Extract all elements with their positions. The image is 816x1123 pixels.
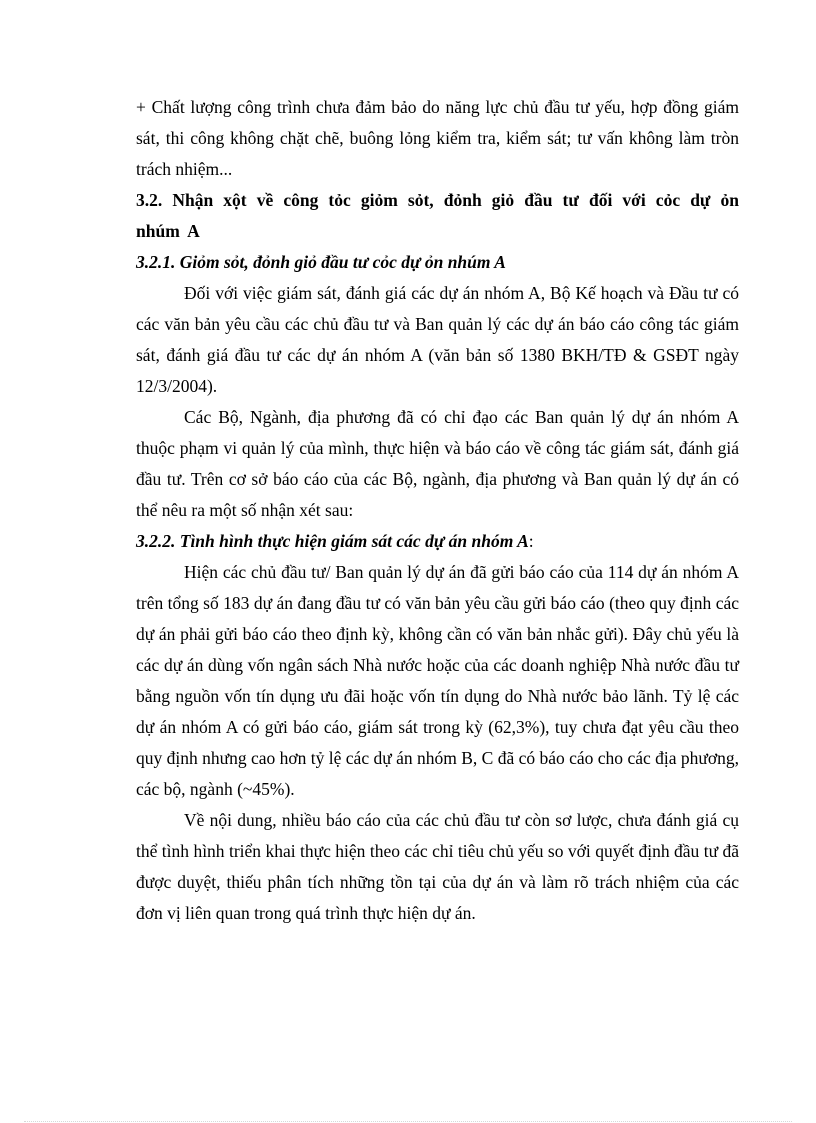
paragraph-report-content: Về nội dung, nhiều báo cáo của các chủ đầu tư còn sơ lược, chưa đánh giá cụ thể tình hình triển khai thực hiện theo các chỉ tiêu chủ yếu so với quyết định đầu tư đã được duyệt, thiếu phân tích những tồn tại của dự án và làm rõ trách nhiệm của các đơn vị liên quan trong quá trình thực hiện dự án. [136,810,739,923]
subsection-heading-3-2-2-text: 3.2.2. Tình hình thực hiện giám sát các dự án nhóm A [136,531,529,551]
section-heading-3-2: 3.2. Nhận xột về công tỏc giỏm sỏt, đỏnh giỏ đầu tư đối với cỏc dự ỏn nhúm A [136,190,739,241]
document-page [136,92,739,929]
paragraph-quality-issues: + Chất lượng công trình chưa đảm bảo do năng lực chủ đầu tư yếu, hợp đồng giám sát, thi công không chặt chẽ, buông lỏng kiểm tra, kiểm sát; tư vấn không làm tròn trách nhiệm... [136,97,739,179]
page-bottom-rule [24,1121,792,1122]
paragraph-ministries-directives: Các Bộ, Ngành, địa phương đã có chỉ đạo các Ban quản lý dự án nhóm A thuộc phạm vi quản lý của mình, thực hiện và báo cáo về công tác giám sát, đánh giá đầu tư. Trên cơ sở báo cáo của các Bộ, ngành, địa phương và Ban quản lý dự án có thể nêu ra một số nhận xét sau: [136,407,739,520]
paragraph-ministry-requirements: Đối với việc giám sát, đánh giá các dự án nhóm A, Bộ Kế hoạch và Đầu tư có các văn bản yêu cầu các chủ đầu tư và Ban quản lý các dự án báo cáo công tác giám sát, đánh giá đầu tư các dự án nhóm A (văn bản số 1380 BKH/TĐ & GSĐT ngày 12/3/2004). [136,283,739,396]
paragraph-report-statistics: Hiện các chủ đầu tư/ Ban quản lý dự án đã gửi báo cáo của 114 dự án nhóm A trên tổng số 183 dự án đang đầu tư có văn bản yêu cầu gửi báo cáo (theo quy định các dự án phải gửi báo cáo theo định kỳ, không cần có văn bản nhắc gửi). Đây chủ yếu là các dự án dùng vốn ngân sách Nhà nước hoặc của các doanh nghiệp Nhà nước đầu tư bằng nguồn vốn tín dụng ưu đãi hoặc vốn tín dụng do Nhà nước bảo lãnh. Tỷ lệ các dự án nhóm A có gửi báo cáo, giám sát trong kỳ (62,3%), tuy chưa đạt yêu cầu theo quy định nhưng cao hơn tỷ lệ các dự án nhóm B, C đã có báo cáo cho các địa phương, các bộ, ngành (~45%). [136,562,739,799]
subsection-heading-3-2-2 [136,526,739,557]
subsection-heading-3-2-2-colon: : [528,531,534,551]
subsection-heading-3-2-1: 3.2.1. Giỏm sỏt, đỏnh giỏ đầu tư cỏc dự ỏn nhúm A [136,252,506,272]
